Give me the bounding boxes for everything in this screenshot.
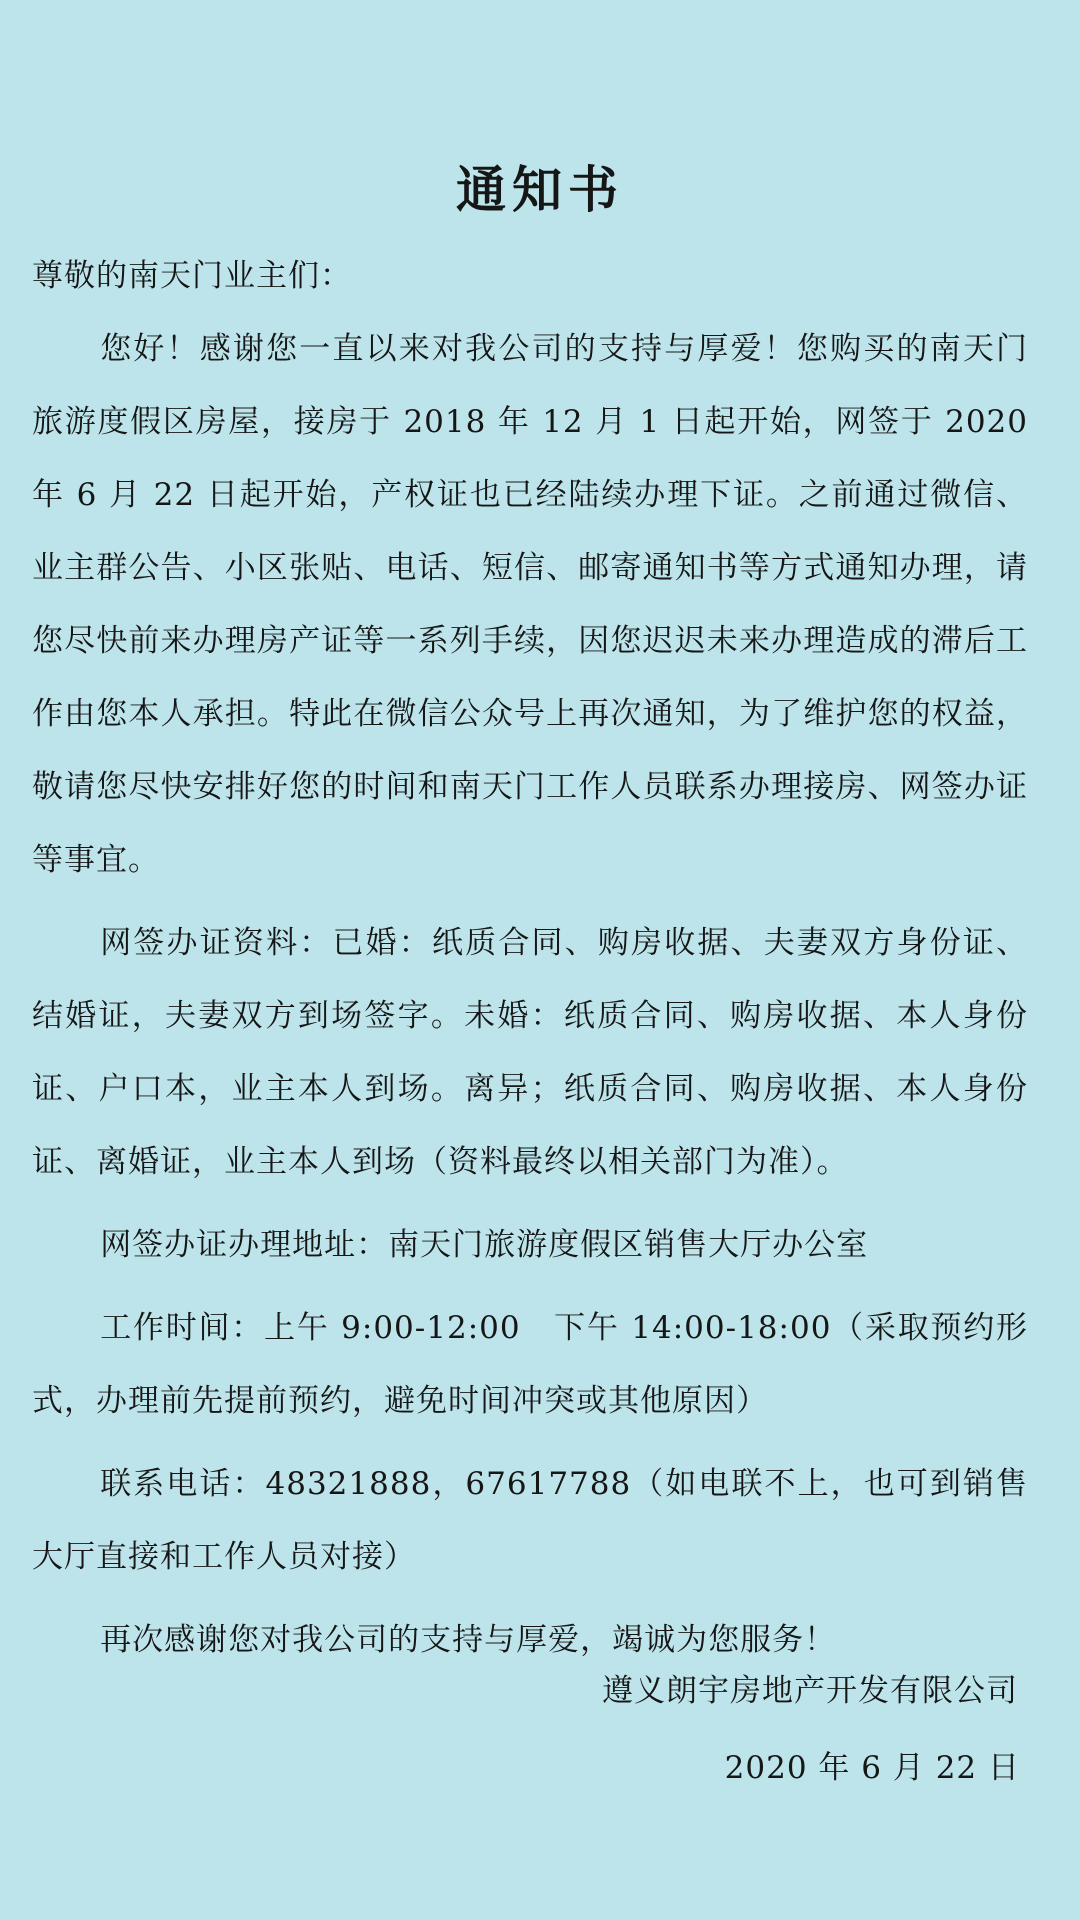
greeting: 尊敬的南天门业主们： [32,258,352,294]
paragraph-address: 网签办证办理地址：南天门旅游度假区销售大厅办公室 [100,1227,869,1263]
paragraph-documents: 网签办证资料：已婚：纸质合同、购房收据、夫妻双方身份证、结婚证，夫妻双方到场签字。未婚：纸质合同、购房收据、本人身份证、户口本，业主本人到场。离异；纸质合同、购房收据、本人身份证、离婚证，业主本人到场（资料最终以相关部门为准）。 [32,925,1028,1180]
notice-date: 2020 年 6 月 22 日 [724,1750,1020,1786]
company-signature: 遵义朗宇房地产开发有限公司 [602,1673,1018,1709]
notice-title: 通知书 [456,160,624,219]
paragraph-phone: 联系电话：48321888，67617788（如电联不上，也可到销售大厅直接和工作人员对接） [32,1466,1028,1575]
paragraph-thanks: 再次感谢您对我公司的支持与厚爱，竭诚为您服务！ [100,1622,837,1658]
paragraph-intro: 您好！感谢您一直以来对我公司的支持与厚爱！您购买的南天门旅游度假区房屋，接房于 2018 年 12 月 1 日起开始，网签于 2020 年 6 月 22 日起开始，产权证也已经陆续办理下证。之前通过微信、业主群公告、小区张贴、电话、短信、邮寄通知书等方式通知办理，请您尽快前来办理房产证等一系列手续，因您迟迟未来办理造成的滞后工作由您本人承担。特此在微信公众号上再次通知，为了维护您的权益，敬请您尽快安排好您的时间和南天门工作人员联系办理接房、网签办证等事宜。 [32,331,1028,878]
paragraph-hours: 工作时间：上午 9:00-12:00 下午 14:00-18:00（采取预约形式，办理前先提前预约，避免时间冲突或其他原因） [32,1310,1028,1419]
